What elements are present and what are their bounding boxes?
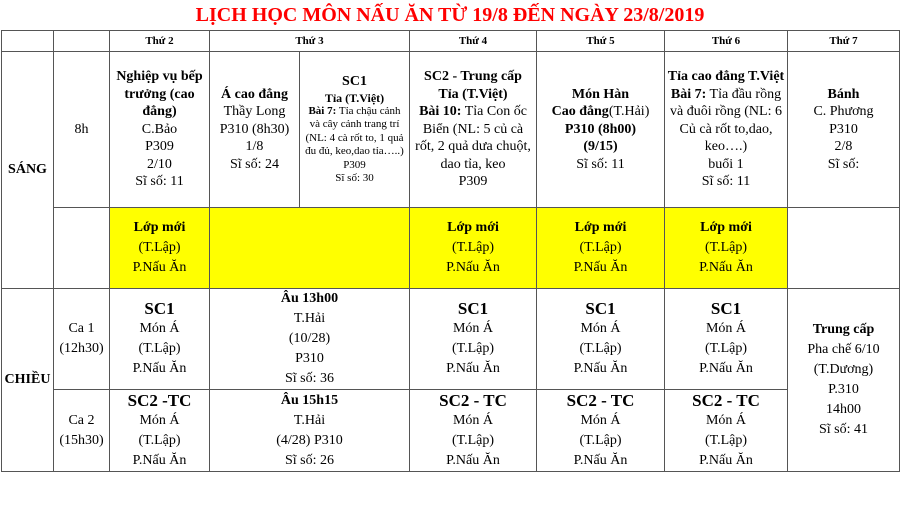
cell-fri-new-class	[665, 208, 788, 289]
room: P309	[343, 158, 366, 171]
class-size: Sĩ số: 41	[818, 422, 868, 437]
course-name: Tỉa cao đẳng T.Việt	[667, 69, 785, 85]
progress-room: (4/28) P310	[276, 432, 343, 448]
shift-label: Ca 1	[68, 321, 95, 336]
course-name: Món Hàn	[571, 86, 630, 102]
page-title: LỊCH HỌC MÔN NẤU ĂN TỪ 19/8 ĐẾN NGÀY 23/8/2019	[195, 4, 705, 26]
lesson-description: Tỉa chậu cảnh và cây cảnh trang trí (NL: 4 cà rốt to, 1 quả đu đủ, keo,dao tỉa…..)	[305, 104, 404, 158]
cell-sat-morning	[788, 52, 900, 208]
class-code: SC2 - TC	[439, 390, 507, 410]
room: P309	[145, 139, 174, 155]
morning-time: 8h	[54, 52, 110, 208]
teacher: (T.Lập)	[704, 240, 748, 255]
session-morning: SÁNG	[2, 52, 54, 289]
morning-row	[2, 52, 900, 208]
class-code: SC1	[457, 299, 489, 318]
class-size: Sĩ số: 30	[335, 172, 374, 185]
shift-label: Ca 2	[68, 412, 95, 428]
room: P.Nấu Ăn	[699, 361, 753, 376]
cell-sat-new-class-empty	[788, 208, 900, 289]
class-code: SC1	[342, 74, 367, 90]
course-name: Món Á	[580, 321, 621, 336]
cell-tue-morning-a	[210, 52, 300, 208]
session-afternoon: CHIỀU	[2, 289, 54, 472]
course-name: Pha chế 6/10	[807, 342, 880, 357]
room: P.Nấu Ăn	[573, 452, 628, 468]
room: P.Nấu Ăn	[446, 361, 500, 376]
header-day-mon: Thứ 2	[110, 31, 210, 52]
lesson-number: Bài 10:	[419, 104, 462, 120]
start-time: 14h00	[826, 402, 861, 417]
room: P.310	[828, 382, 859, 397]
cell-tue-ca2	[210, 390, 410, 472]
header-empty-session	[2, 31, 54, 52]
progress: (10/28)	[288, 331, 331, 346]
progress: 2/10	[147, 156, 172, 172]
course-name: Món Á	[452, 321, 494, 336]
room: P310	[829, 121, 858, 137]
ca2-time	[54, 390, 110, 472]
cell-thu-ca1	[537, 289, 665, 390]
course-level: Cao đẳng	[551, 104, 609, 120]
lesson-number: Bài 7:	[670, 86, 707, 102]
room: P.Nấu Ăn	[132, 260, 187, 275]
teacher: C. Phương	[813, 104, 874, 120]
cell-mon-morning	[110, 52, 210, 208]
shift-time: (12h30)	[59, 341, 104, 356]
room: P.Nấu Ăn	[573, 361, 628, 376]
cell-tue-ca1	[210, 289, 410, 390]
course-name: Món Á	[139, 412, 180, 428]
room: P.Nấu Ăn	[446, 452, 500, 468]
header-day-fri: Thứ 6	[665, 31, 788, 52]
schedule-table	[1, 30, 900, 472]
lesson-description: Tỉa đầu rồng và đuôi rồng (NL: 6 Củ cà rốt to,dao, keo….)	[670, 86, 782, 155]
cell-wed-morning	[410, 52, 537, 208]
cell-wed-ca2	[410, 390, 537, 472]
room: P.Nấu Ăn	[573, 260, 628, 275]
class-code: SC2 - TC	[692, 390, 760, 410]
new-class-time-empty	[54, 208, 110, 289]
class-code: SC2 -TC	[127, 390, 192, 410]
header-day-thu: Thứ 5	[537, 31, 665, 52]
class-size: Sĩ số: 26	[284, 452, 334, 468]
course-name: Tỉa (T.Việt)	[438, 86, 508, 102]
progress: 1/8	[245, 139, 264, 155]
cell-fri-ca2	[665, 390, 788, 472]
cell-thu-new-class	[537, 208, 665, 289]
cell-tue-new-class-empty	[210, 208, 410, 289]
class-size: Sĩ số: 24	[229, 156, 279, 172]
cell-thu-morning	[537, 52, 665, 208]
new-class-row	[2, 208, 900, 289]
teacher: (T.Lập)	[579, 341, 622, 356]
lesson-number: Bài 7:	[308, 104, 337, 117]
class-code: SC2 - Trung cấp	[424, 69, 522, 85]
cell-wed-new-class	[410, 208, 537, 289]
teacher: C.Bảo	[141, 121, 178, 137]
progress: (9/15)	[583, 139, 618, 155]
teacher: (T.Dương)	[813, 362, 874, 377]
cell-fri-ca1	[665, 289, 788, 390]
ca1-time	[54, 289, 110, 390]
teacher: T.Hải	[293, 412, 326, 428]
cell-mon-ca1	[110, 289, 210, 390]
header-day-tue: Thứ 3	[210, 31, 410, 52]
teacher: (T.Lập)	[579, 240, 622, 255]
header-empty-time	[54, 31, 110, 52]
progress: 2/8	[834, 139, 853, 155]
teacher: (T.Lập)	[451, 240, 495, 255]
course-name: Âu 13h00	[280, 291, 339, 306]
course-name: Món Á	[452, 412, 494, 428]
course-name: Tỉa (T.Việt)	[324, 90, 385, 105]
class-code: SC1	[710, 299, 742, 318]
room: P310	[295, 351, 324, 366]
course-name: Á cao đẳng	[221, 86, 288, 102]
room: P.Nấu Ăn	[132, 452, 187, 468]
teacher: (T.Lập)	[704, 341, 748, 356]
course-name: Âu 15h15	[280, 392, 339, 408]
class-title: Lớp mới	[447, 220, 499, 235]
cell-thu-ca2	[537, 390, 665, 472]
room: P.Nấu Ăn	[446, 260, 500, 275]
course-name: Bánh	[827, 86, 860, 102]
header-day-sat: Thứ 7	[788, 31, 900, 52]
header-day-wed: Thứ 4	[410, 31, 537, 52]
teacher: (T.Lập)	[579, 432, 622, 448]
course-name: Nghiệp vụ bếp trưởng (cao đẳng)	[116, 69, 203, 120]
room: P.Nấu Ăn	[699, 260, 753, 275]
afternoon-ca2-row	[2, 390, 900, 472]
class-code: SC2 - TC	[566, 390, 635, 410]
class-code: SC1	[585, 299, 616, 318]
teacher: (T.Lập)	[451, 341, 495, 356]
class-size: Sĩ số: 11	[701, 174, 751, 190]
afternoon-ca1-row	[2, 289, 900, 390]
course-name: Món Á	[139, 321, 180, 336]
teacher: (T.Lập)	[704, 432, 748, 448]
header-row	[2, 31, 900, 52]
room: P.Nấu Ăn	[699, 452, 753, 468]
class-size: Sĩ số:	[827, 156, 860, 172]
class-title: Lớp mới	[700, 220, 752, 235]
teacher: (T.Lập)	[451, 432, 495, 448]
cell-mon-ca2	[110, 390, 210, 472]
course-name: Món Á	[705, 321, 747, 336]
cell-wed-ca1	[410, 289, 537, 390]
teacher: Thầy Long	[223, 104, 286, 120]
class-size: Sĩ số: 11	[576, 156, 625, 172]
teacher: T.Hải	[293, 311, 326, 326]
cell-mon-new-class	[110, 208, 210, 289]
teacher: (T.Lập)	[138, 432, 181, 448]
class-size: Sĩ số: 36	[284, 371, 334, 386]
room: P309	[458, 174, 488, 190]
course-level: Trung cấp	[812, 322, 875, 337]
teacher: (T.Lập)	[138, 341, 181, 356]
class-title: Lớp mới	[133, 220, 186, 235]
shift-time: (15h30)	[59, 432, 104, 448]
course-name: Món Á	[580, 412, 621, 428]
teacher: (T.Hải)	[608, 104, 650, 120]
class-code: SC1	[144, 299, 175, 318]
room: P.Nấu Ăn	[132, 361, 187, 376]
lesson-description: Tỉa Con ốc Biển (NL: 5 củ cà rốt, 2 quả dưa chuột, dao tỉa, keo	[415, 104, 531, 172]
cell-tue-morning-b	[300, 52, 410, 208]
class-title: Lớp mới	[574, 220, 627, 235]
session-number: buổi 1	[708, 156, 744, 172]
cell-sat-afternoon	[788, 289, 900, 472]
cell-fri-morning	[665, 52, 788, 208]
class-size: Sĩ số: 11	[135, 174, 184, 190]
room: P310 (8h30)	[219, 121, 290, 137]
room: P310 (8h00)	[564, 121, 637, 137]
teacher: (T.Lập)	[138, 240, 181, 255]
course-name: Món Á	[705, 412, 747, 428]
